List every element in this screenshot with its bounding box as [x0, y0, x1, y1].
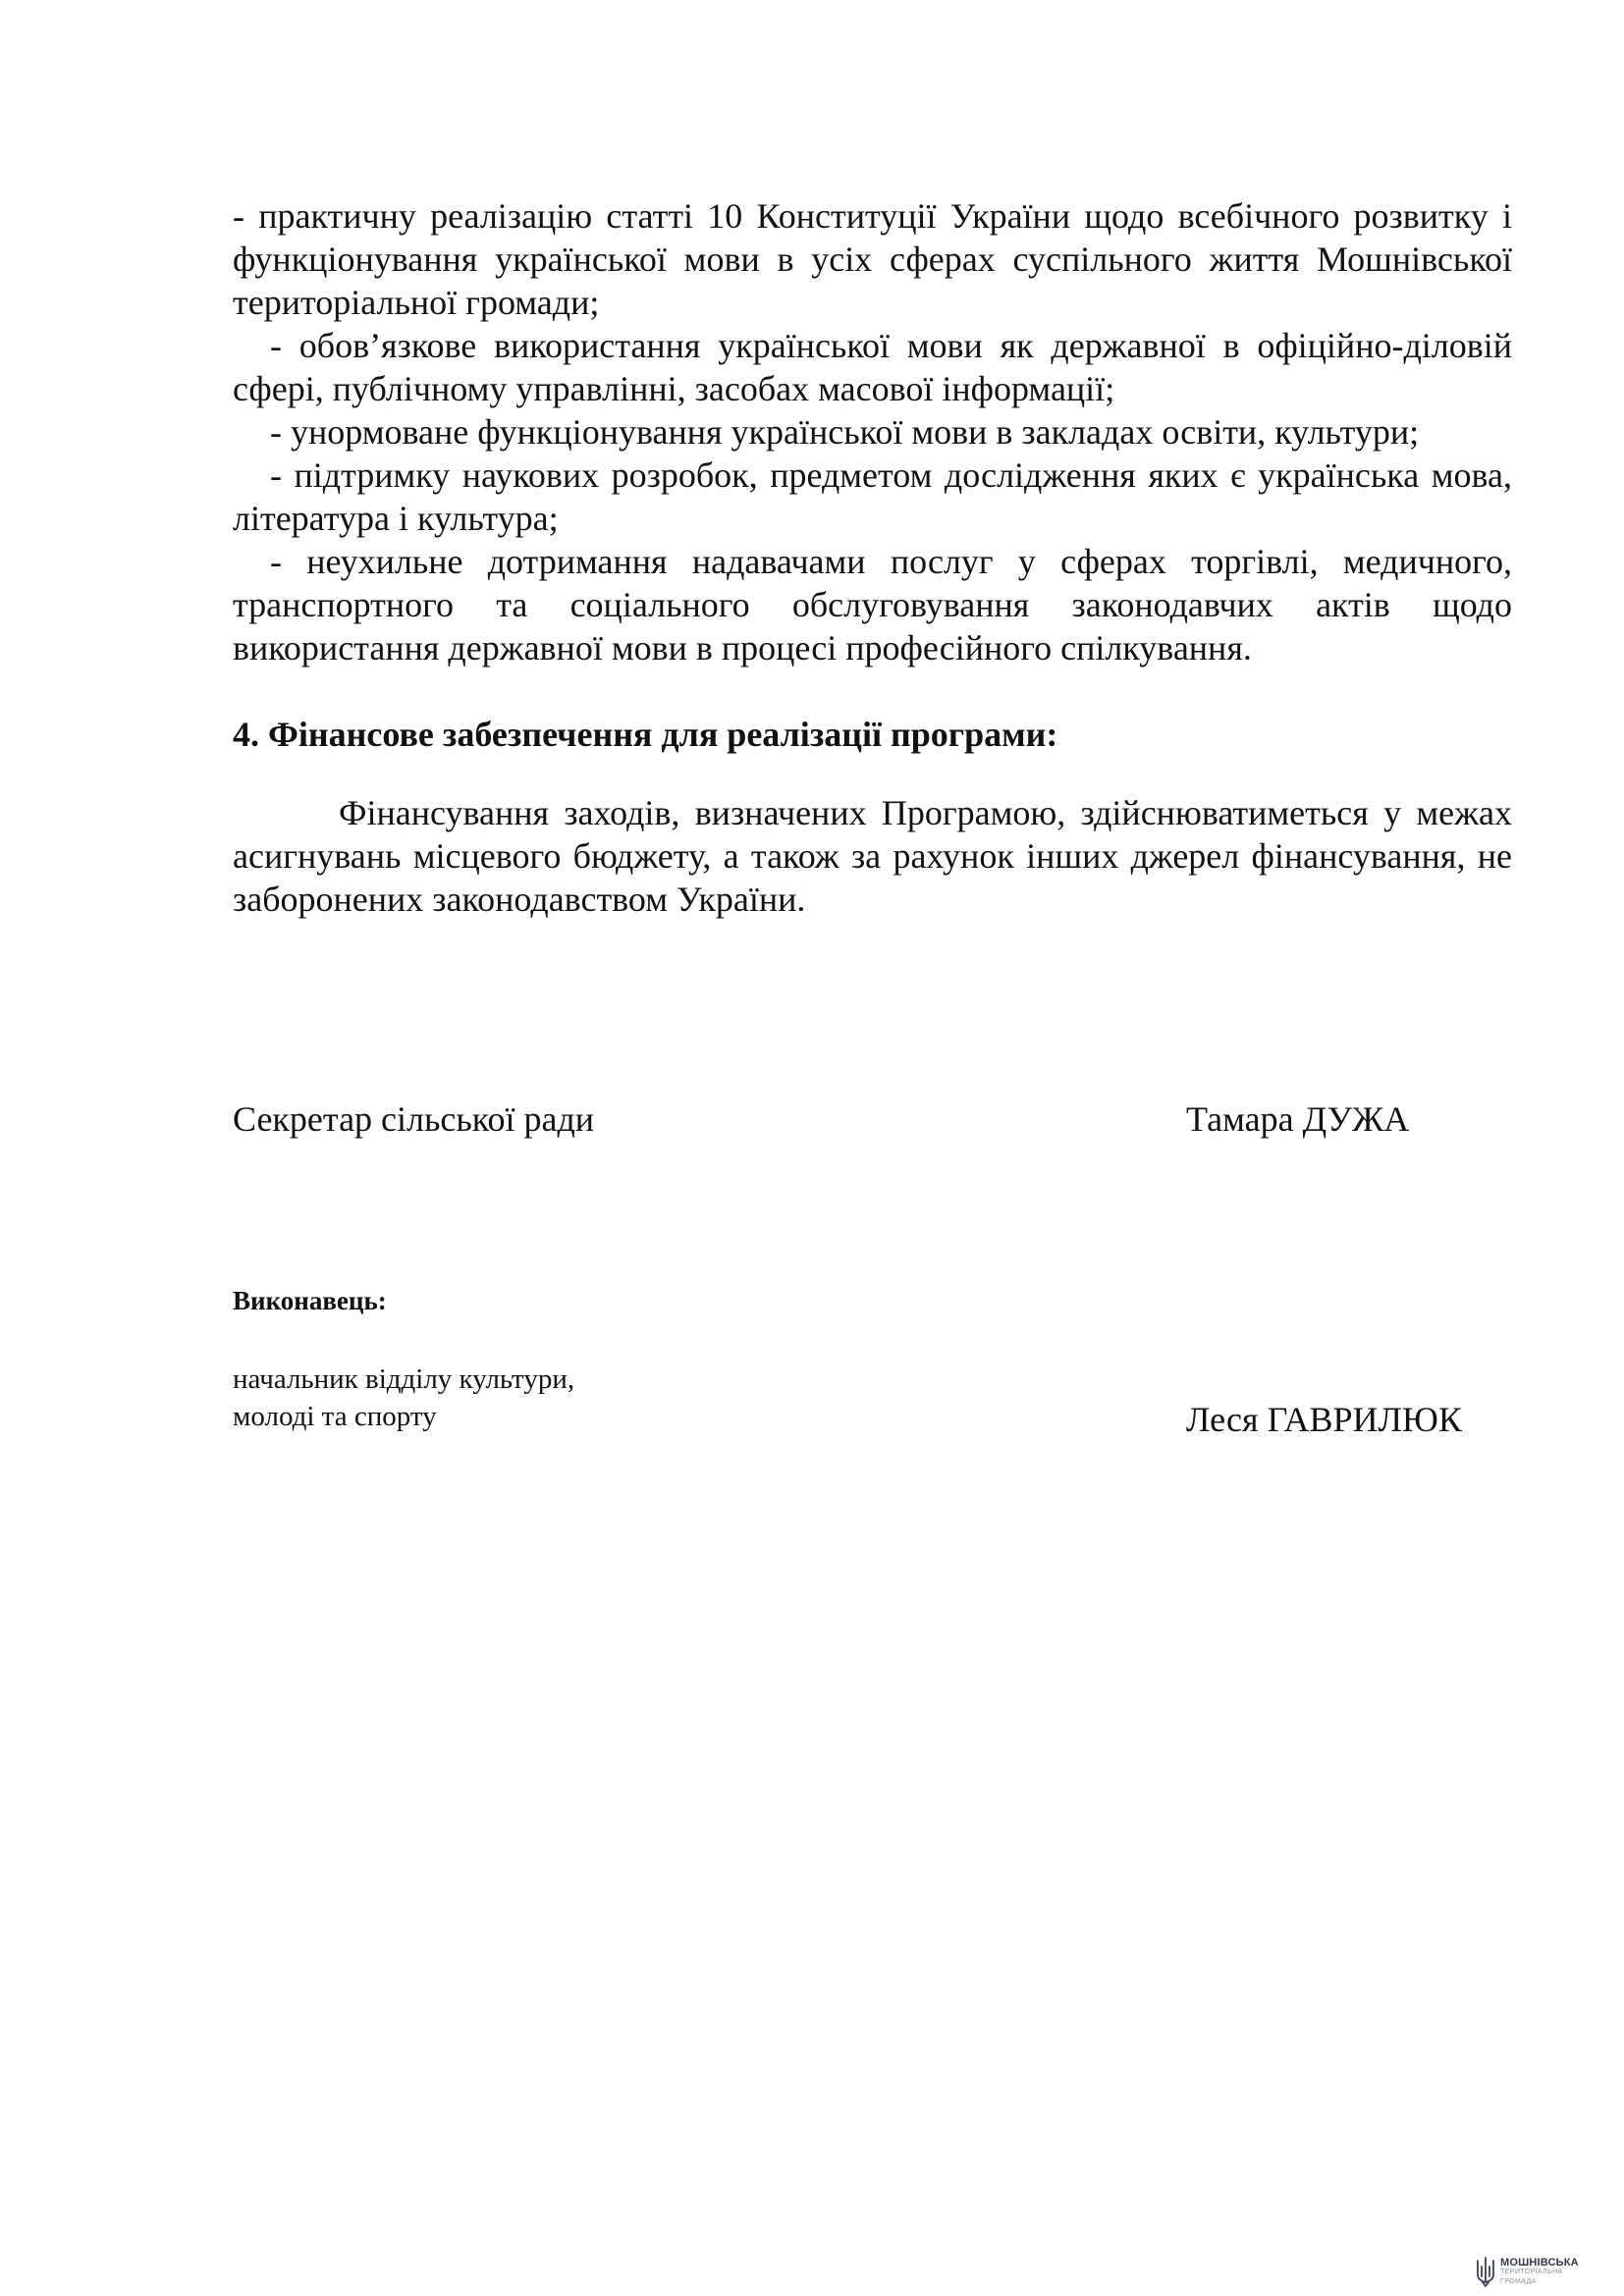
document-body — [233, 194, 1512, 921]
executor-position-line: молоді та спорту — [233, 1401, 437, 1432]
section-paragraph: Фінансування заходів, визначених Програмою, здійснюватиметься у межах асигнувань місцевого бюджету, а також за рахунок інших джерел фінансування, не заборонених законодавством України. — [233, 793, 1512, 919]
executor-position-line: начальник відділу культури, — [233, 1363, 575, 1395]
bullet-list — [233, 194, 1512, 669]
logo-line: ТЕРИТОРІАЛЬНА — [1500, 2269, 1563, 2275]
community-logo — [1475, 2256, 1579, 2289]
bullet-item: - неухильне дотримання надавачами послуг у сферах торгівлі, медичного, транспортного та соціального обслуговування законодавчих актів щодо використання державної мови в процесі професійного спілкування. — [233, 542, 1512, 667]
signature-block — [233, 1097, 1512, 1141]
logo-line: ГРОМАДА — [1500, 2278, 1537, 2285]
signatory-position: Секретар сільської ради — [233, 1099, 595, 1139]
trident-icon — [1475, 2257, 1496, 2288]
bullet-item: - практичну реалізацію статті 10 Конституції України щодо всебічного розвитку і функціонування української мови в усіх сферах суспільного життя Мошнівської територіальної громади; — [233, 196, 1512, 322]
logo-line: МОШНІВСЬКА — [1500, 2257, 1579, 2269]
bullet-item: - обов’язкове використання української мови як державної в офіційно-діловій сфері, публічному управлінні, засобах масової інформації; — [233, 326, 1512, 408]
executor-label: Виконавець: — [233, 1286, 387, 1315]
executor-position — [233, 1361, 574, 1435]
section-heading: 4. Фінансове забезпечення для реалізації програми: — [233, 715, 1058, 754]
executor-name: Леся ГАВРИЛЮК — [1186, 1400, 1462, 1439]
bullet-item: - унормоване функціонування української мови в закладах освіти, культури; — [270, 412, 1420, 452]
signatory-name: Тамара ДУЖА — [1186, 1099, 1410, 1139]
bullet-item: - підтримку наукових розробок, предметом дослідження яких є українська мова, література і культура; — [233, 455, 1512, 538]
logo-text — [1500, 2258, 1579, 2287]
